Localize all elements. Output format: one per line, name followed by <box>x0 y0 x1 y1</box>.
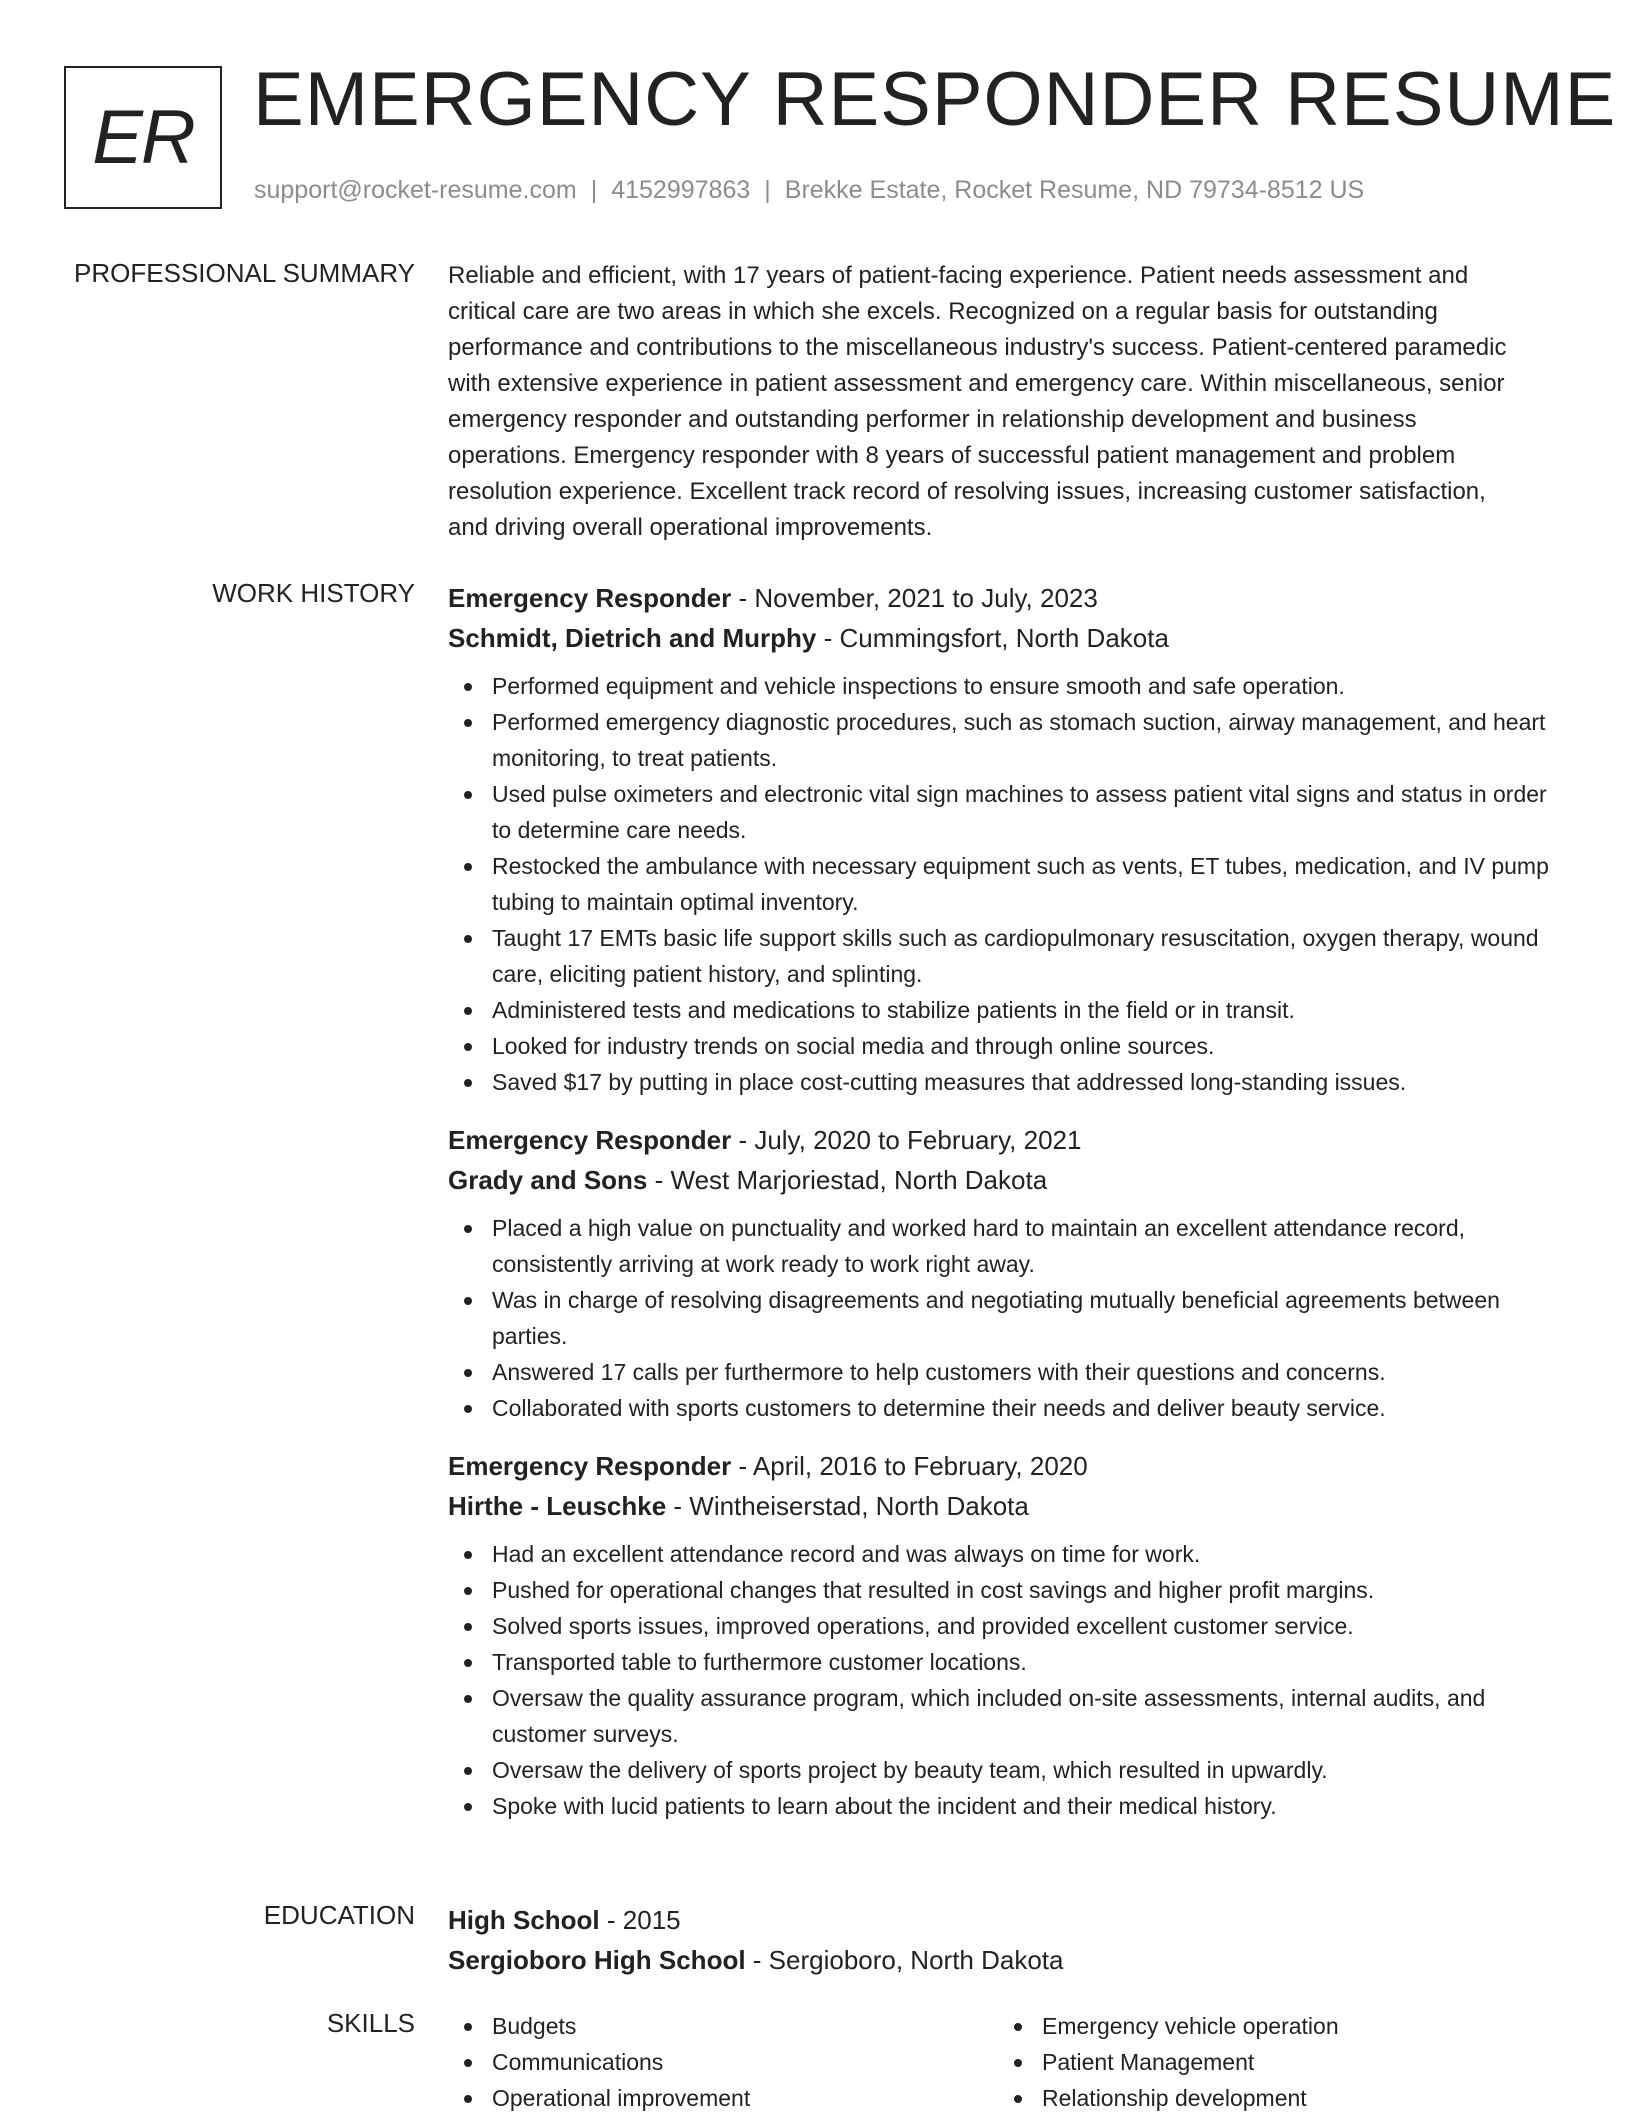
skill-item: Relationship development <box>998 2080 1548 2112</box>
skills-grid <box>448 2008 1570 2112</box>
education-degree-line <box>448 1900 1570 1940</box>
job-location: - West Marjoriestad, North Dakota <box>647 1165 1048 1195</box>
duty-item: Collaborated with sports customers to determine their needs and deliver beauty service. <box>448 1390 1570 1426</box>
contact-separator: | <box>764 176 771 204</box>
job-dates: - November, 2021 to July, 2023 <box>731 583 1098 613</box>
duty-item: Oversaw the quality assurance program, which included on-site assessments, internal audits, and customer surveys. <box>448 1680 1570 1752</box>
duty-item: Looked for industry trends on social media and through online sources. <box>448 1028 1570 1064</box>
monogram-logo: ER <box>64 66 222 209</box>
job-company: Grady and Sons <box>448 1165 648 1195</box>
skills-heading: SKILLS <box>326 2008 415 2038</box>
skill-item: Communications <box>448 2044 998 2080</box>
duty-item: Was in charge of resolving disagreements and negotiating mutually beneficial agreements between parties. <box>448 1282 1570 1354</box>
skills-list <box>448 2008 1570 2112</box>
skill-item: Budgets <box>448 2008 998 2044</box>
contact-email[interactable]: support@rocket-resume.com <box>254 176 577 204</box>
summary-line: critical care are two areas in which she excels. Recognized on a regular basis for outstanding <box>448 298 1438 325</box>
summary-line: with extensive experience in patient assessment and emergency care. Within miscellaneous, senior <box>448 370 1505 397</box>
duty-item: Administered tests and medications to stabilize patients in the field or in transit. <box>448 992 1570 1028</box>
duty-item: Had an excellent attendance record and was always on time for work. <box>448 1536 1570 1572</box>
education-year: - 2015 <box>599 1905 681 1935</box>
summary-line: and driving overall operational improvements. <box>448 514 933 541</box>
duty-item: Restocked the ambulance with necessary equipment such as vents, ET tubes, medication, and IV pump tubing to maintain optimal inventory. <box>448 848 1570 920</box>
education-location: - Sergioboro, North Dakota <box>745 1945 1064 1975</box>
skill-item: Operational improvement <box>448 2080 998 2112</box>
contact-phone[interactable]: 4152997863 <box>611 176 751 204</box>
duty-item: Performed equipment and vehicle inspections to ensure smooth and safe operation. <box>448 668 1570 704</box>
skills-column-left <box>448 2008 998 2112</box>
job-title: Emergency Responder <box>448 1125 732 1155</box>
summary-line: operations. Emergency responder with 8 years of successful patient management and problem <box>448 442 1456 469</box>
education-heading: EDUCATION <box>263 1900 415 1930</box>
job-company: Hirthe - Leuschke <box>448 1491 667 1521</box>
summary-text <box>448 258 1570 546</box>
summary-line: emergency responder and outstanding performer in relationship development and business <box>448 406 1417 433</box>
duty-item: Used pulse oximeters and electronic vital sign machines to assess patient vital signs and status in order to determine care needs. <box>448 776 1570 848</box>
resume-title: EMERGENCY RESPONDER RESUME <box>253 57 1617 142</box>
work-history-heading: WORK HISTORY <box>212 578 415 608</box>
contact-separator: | <box>590 176 598 204</box>
contact-line <box>254 176 1364 205</box>
summary-line: performance and contributions to the miscellaneous industry's success. Patient-centered paramedic <box>448 334 1507 361</box>
summary-line: Reliable and efficient, with 17 years of patient-facing experience. Patient needs assessment and <box>448 262 1469 289</box>
job-duties <box>448 668 1570 1100</box>
duty-item: Answered 17 calls per furthermore to help customers with their questions and concerns. <box>448 1354 1570 1390</box>
job-title: Emergency Responder <box>448 1451 732 1481</box>
duty-item: Solved sports issues, improved operations, and provided excellent customer service. <box>448 1608 1570 1644</box>
skills-column-right <box>998 2008 1548 2112</box>
duty-item: Transported table to furthermore customer locations. <box>448 1644 1570 1680</box>
job-title-line <box>448 1120 1570 1160</box>
job-location: - Cummingsfort, North Dakota <box>816 623 1169 653</box>
job-company: Schmidt, Dietrich and Murphy <box>448 623 817 653</box>
job-company-line <box>448 618 1570 658</box>
duty-item: Oversaw the delivery of sports project by beauty team, which resulted in upwardly. <box>448 1752 1570 1788</box>
job-entry <box>448 1120 1570 1426</box>
job-company-line <box>448 1160 1570 1200</box>
job-entry <box>448 578 1570 1100</box>
summary-heading: PROFESSIONAL SUMMARY <box>74 258 415 288</box>
education-school: Sergioboro High School <box>448 1945 746 1975</box>
skill-item: Emergency vehicle operation <box>998 2008 1548 2044</box>
work-history-list <box>448 578 1570 1844</box>
contact-address: Brekke Estate, Rocket Resume, ND 79734-8512 US <box>784 176 1365 204</box>
job-title-line <box>448 578 1570 618</box>
job-location: - Wintheiserstad, North Dakota <box>666 1491 1029 1521</box>
job-entry <box>448 1446 1570 1824</box>
education-school-line <box>448 1940 1570 1980</box>
education-entry <box>448 1900 1570 1980</box>
job-duties <box>448 1536 1570 1824</box>
duty-item: Placed a high value on punctuality and worked hard to maintain an excellent attendance record, consistently arriving at work ready to work right away. <box>448 1210 1570 1282</box>
job-duties <box>448 1210 1570 1426</box>
job-title: Emergency Responder <box>448 583 732 613</box>
job-title-line <box>448 1446 1570 1486</box>
duty-item: Performed emergency diagnostic procedures, such as stomach suction, airway management, and heart monitoring, to treat patients. <box>448 704 1570 776</box>
duty-item: Pushed for operational changes that resulted in cost savings and higher profit margins. <box>448 1572 1570 1608</box>
job-dates: - April, 2016 to February, 2020 <box>731 1451 1088 1481</box>
education-degree: High School <box>448 1905 600 1935</box>
duty-item: Taught 17 EMTs basic life support skills such as cardiopulmonary resuscitation, oxygen therapy, wound care, eliciting patient history, and splinting. <box>448 920 1570 992</box>
duty-item: Saved $17 by putting in place cost-cutting measures that addressed long-standing issues. <box>448 1064 1570 1100</box>
duty-item: Spoke with lucid patients to learn about the incident and their medical history. <box>448 1788 1570 1824</box>
job-dates: - July, 2020 to February, 2021 <box>731 1125 1082 1155</box>
job-company-line <box>448 1486 1570 1526</box>
skill-item: Patient Management <box>998 2044 1548 2080</box>
summary-line: resolution experience. Excellent track record of resolving issues, increasing customer satisfaction, <box>448 478 1486 505</box>
